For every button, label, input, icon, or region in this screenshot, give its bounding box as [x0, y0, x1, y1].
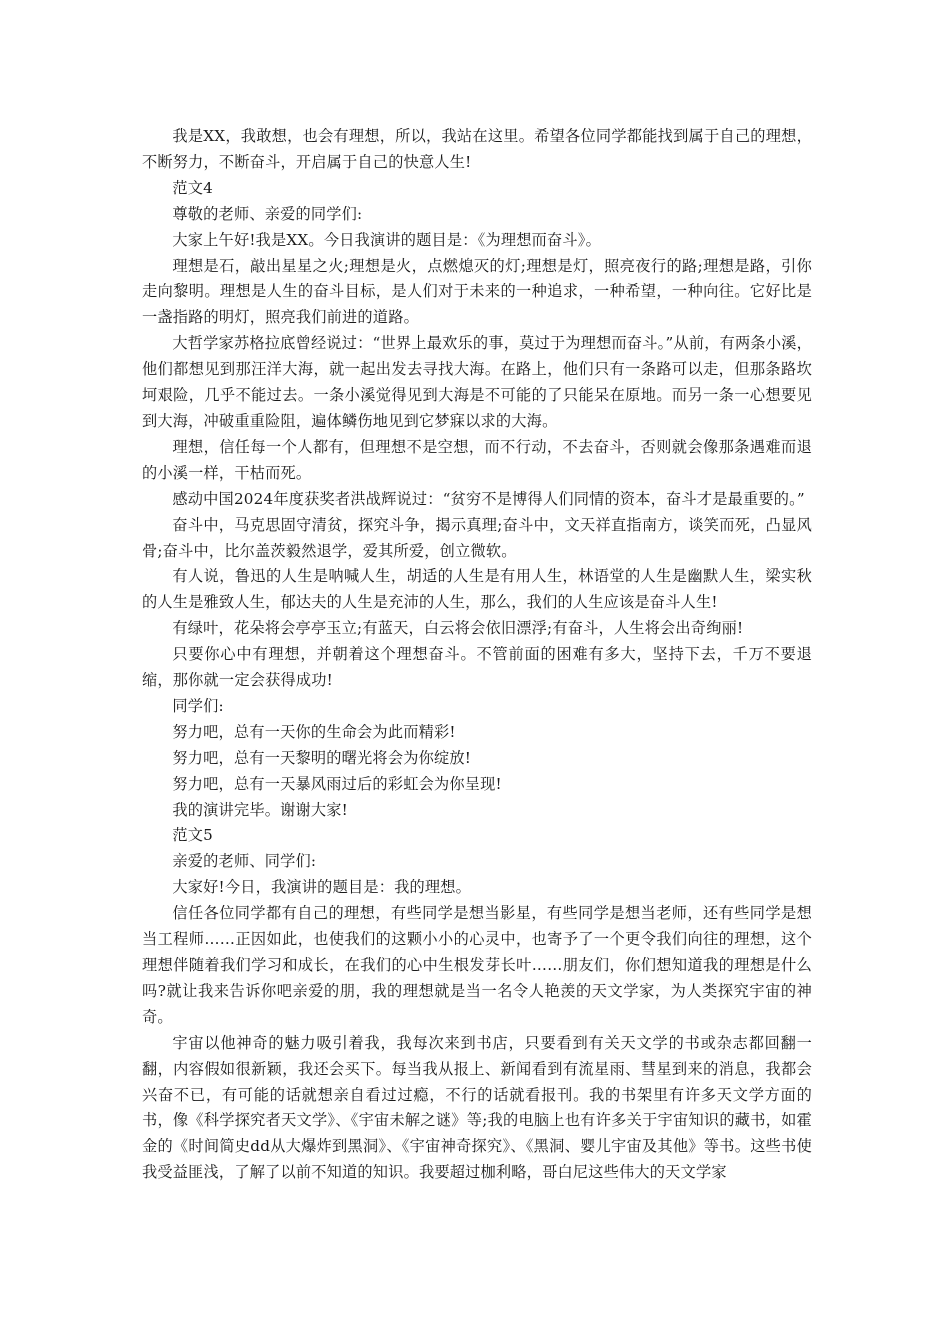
document-body	[142, 124, 812, 1186]
paragraph: 努力吧，总有一天黎明的曙光将会为你绽放!	[172, 748, 472, 767]
paragraph: 奋斗中，马克思固守清贫，探究斗争，揭示真理;奋斗中，文天祥直指南方，谈笑而死，凸显风骨;奋斗中，比尔盖茨毅然退学，爱其所爱，创立微软。	[142, 515, 812, 560]
paragraph: 有绿叶，花朵将会亭亭玉立;有蓝天，白云将会依旧漂浮;有奋斗，人生将会出奇绚丽!	[172, 619, 744, 638]
paragraph: 大家好!今日，我演讲的题目是：我的理想。	[172, 878, 472, 897]
salutation: 尊敬的老师、亲爱的同学们:	[172, 204, 363, 223]
paragraph: 大家上午好!我是XX。今日我演讲的题目是：《为理想而奋斗》。	[172, 230, 601, 249]
paragraph: 我是XX，我敢想，也会有理想，所以，我站在这里。希望各位同学都能找到属于自己的理想，不断努力，不断奋斗，开启属于自己的快意人生!	[142, 127, 812, 171]
paragraph: 宇宙以他神奇的魅力吸引着我，我每次来到书店，只要看到有关天文学的书或杂志都回翻一翻，内容假如很新颖，我还会买下。每当我从报上、新闻看到有流星雨、彗星到来的消息，我都会兴奋不已，有可能的话就想亲自看过过瘾，不行的话就看报刊。我的书架里有许多天文学方面的书，像《科学探究者天文学》、《宇宙未解之谜》等;我的电脑上也有许多关于宇宙知识的藏书，如霍金的《时间简史dd从大爆炸到黑洞》、《宇宙神奇探究》、《黑洞、婴儿宇宙及其他》等书。这些书使我受益匪浅，了解了以前不知道的知识。我要超过枷利略，哥白尼这些伟大的天文学家	[142, 1033, 812, 1182]
section-heading: 范文5	[172, 826, 214, 845]
paragraph: 感动中国2024年度获奖者洪战辉说过：“贫穷不是博得人们同情的资本，奋斗才是最重要的。”	[172, 489, 805, 508]
salutation: 亲爱的老师、同学们:	[172, 852, 317, 871]
paragraph: 努力吧，总有一天你的生命会为此而精彩!	[172, 722, 456, 741]
paragraph: 大哲学家苏格拉底曾经说过：“世界上最欢乐的事，莫过于为理想而奋斗。”从前，有两条小溪，他们都想见到那汪洋大海，就一起出发去寻找大海。在路上，他们只有一条路可以走，但那条路坎坷艰险，几乎不能过去。一条小溪觉得见到大海是不可能的了只能呆在原地。而另一条一心想要见到大海，冲破重重险阻，遍体鳞伤地见到它梦寐以求的大海。	[142, 334, 812, 430]
paragraph: 有人说，鲁迅的人生是呐喊人生，胡适的人生是有用人生，林语堂的人生是幽默人生，梁实秋的人生是雅致人生，郁达夫的人生是充沛的人生，那么，我们的人生应该是奋斗人生!	[142, 567, 812, 612]
paragraph: 理想是石，敲出星星之火;理想是火，点燃熄灭的灯;理想是灯，照亮夜行的路;理想是路，引你走向黎明。理想是人生的奋斗目标，是人们对于未来的一种追求，一种希望，一种向往。它好比是一盏指路的明灯，照亮我们前进的道路。	[142, 256, 812, 327]
salutation: 同学们:	[172, 696, 224, 715]
paragraph: 只要你心中有理想，并朝着这个理想奋斗。不管前面的困难有多大，坚持下去，千万不要退缩，那你就一定会获得成功!	[142, 645, 812, 690]
paragraph: 理想，信任每一个人都有，但理想不是空想，而不行动，不去奋斗，否则就会像那条遇难而退的小溪一样，干枯而死。	[142, 437, 812, 482]
paragraph: 我的演讲完毕。谢谢大家!	[172, 800, 348, 819]
paragraph: 信任各位同学都有自己的理想，有些同学是想当影星，有些同学是想当老师，还有些同学是想当工程师……正因如此，也使我们的这颗小小的心灵中，也寄予了一个更令我们向往的理想，这个理想伴随着我们学习和成长，在我们的心中生根发芽长叶……朋友们，你们想知道我的理想是什么吗?就让我来告诉你吧亲爱的朋，我的理想就是当一名令人艳羡的天文学家，为人类探究宇宙的神奇。	[142, 904, 812, 1026]
paragraph: 努力吧，总有一天暴风雨过后的彩虹会为你呈现!	[172, 774, 502, 793]
section-heading: 范文4	[172, 178, 214, 197]
